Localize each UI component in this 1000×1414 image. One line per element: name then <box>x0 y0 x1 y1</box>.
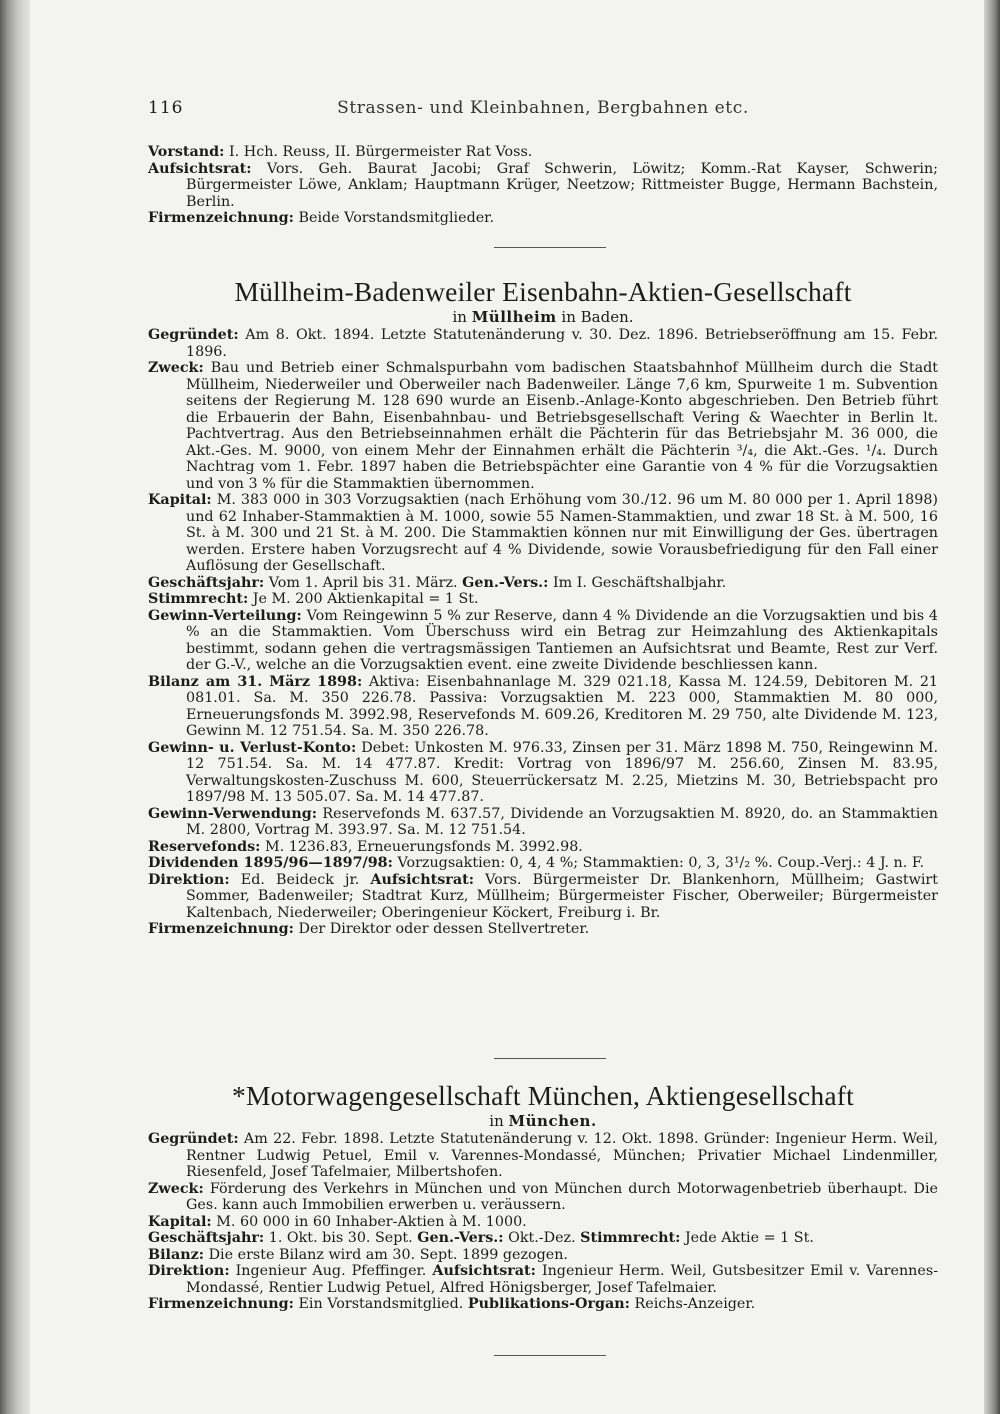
entry-dividenden: Dividenden 1895/96—1897/98: Vorzugsaktien: 0, 4, 4 %; Stammaktien: 0, 3, 3¹/₂ %. Coup.-Verj.: 4 J. n. F. <box>148 855 925 871</box>
entry-direktion: Direktion: Ed. Beideck jr. Aufsichtsrat: Vors. Bürgermeister Dr. Blankenhorn, Müllheim; Gastwirt Sommer, Badenweiler; Stadtrat Kurz, Müllheim; Bürgermeister Fischer, Oberweiler; Bürgermeister Kaltenbach, Niederweiler; Oberingenieur Köckert, Freiburg i. Br. <box>148 871 939 921</box>
divider <box>494 1058 606 1059</box>
scan-edge-left <box>0 0 30 1414</box>
company-location: in München. <box>489 1112 597 1130</box>
page-number: 116 <box>148 98 184 118</box>
prev-entry-block <box>148 144 938 227</box>
entry-gewinn-verteilung: Gewinn-Verteilung: Vom Reingewinn 5 % zur Reserve, dann 4 % Dividende an die Vorzugsaktien und bis 4 % an die Stammaktien. Vom Überschuss wird ein Betrag zur Heimzahlung des Aktienkapitals bestimmt, sodann gehen die vertragsmässigen Tantiemen an Aufsichtsrat und Beamte, Rest zur Verf. der G.-V., welche an die Vorzugsaktien event. eine zweite Dividende beschliessen kann. <box>148 607 938 673</box>
entry-zweck: Zweck: Bau und Betrieb einer Schmalspurbahn vom badischen Staatsbahnhof Müllheim durch die Stadt Müllheim, Niederweiler und Oberweiler nach Badenweiler. Länge 7,6 km, Spurweite 1 m. Subvention seitens der Regierung M. 128 690 wurde an Eisenb.-Anlage-Konto abgeschrieben. Den Betrieb führt die Erbauerin der Bahn, Eisenbahnbau- und Betriebsgesellschaft Vering & Waechter in Berlin lt. Pachtvertrag. Aus den Betriebseinnahmen erhält die Pächterin für das Betriebsjahr M. 36 000, die Akt.-Ges. M. 9000, von einem Mehr der Einnahmen erhält die Pächterin ³/₄, die Akt.-Ges. ¹/₄. Durch Nachtrag vom 1. Febr. 1897 haben die Betriebspächter eine Garantie von 4 % für die Vorzugsaktien und von 3 % für die Stammaktien übernommen. <box>148 360 939 492</box>
entry-vorstand: Vorstand: I. Hch. Reuss, II. Bürgermeister Rat Voss. <box>148 144 533 160</box>
entry-bilanz: Bilanz am 31. März 1898: Aktiva: Eisenbahnanlage M. 329 021.18, Kassa M. 124.59, Debitoren M. 21 081.01. Sa. M. 350 226.78. Passiva: Vorzugsaktien M. 223 000, Stammaktien M. 80 000, Erneuerungsfonds M. 3992.98, Reservefonds M. 609.26, Kreditoren M. 29 750, alte Dividende M. 123, Gewinn M. 12 751.54. Sa. M. 350 226.78. <box>148 673 939 739</box>
entry-bilanz: Bilanz: Die erste Bilanz wird am 30. Sept. 1899 gezogen. <box>148 1246 568 1263</box>
running-title: Strassen- und Kleinbahnen, Bergbahnen etc. <box>337 98 749 118</box>
entry-kapital: Kapital: M. 383 000 in 303 Vorzugsaktien (nach Erhöhung vom 30./12. 96 um M. 80 000 per 1. April 1898) und 62 Inhaber-Stammaktien à M. 1000, sowie 55 Namen-Stammaktien, und zwar 18 St. à M. 500, 16 St. à M. 300 und 21 St. à M. 200. Die Stammaktien können nur mit Einwilligung der Ges. übertragen werden. Erstere haben Vorzugsrecht auf 4 % Dividende, sowie Vorausbefriedigung für den Fall einer Auflösung der Gesellschaft. <box>148 492 938 574</box>
entry-gewinn-verwendung: Gewinn-Verwendung: Reservefonds M. 637.57, Dividende an Vorzugsaktien M. 8920, do. an Stammaktien M. 2800, Vortrag M. 393.97. Sa. M. 12 751.54. <box>148 805 938 838</box>
entry-firmenzeichnung: Firmenzeichnung: Beide Vorstandsmitglieder. <box>148 210 494 226</box>
company-muellheim <box>148 276 938 938</box>
company-location: in Müllheim in Baden. <box>452 308 634 326</box>
entry-gegruendet: Gegründet: Am 22. Febr. 1898. Letzte Statutenänderung v. 12. Okt. 1898. Gründer: Ingenieur Herm. Weil, Rentner Ludwig Petuel, Emil v. Varennes-Mondassé, München; Privatier Michael Lindenmiller, Riesenfeld, Josef Tafelmaier, Milbertshofen. <box>148 1131 939 1180</box>
entry-stimmrecht: Stimmrecht: Je M. 200 Aktienkapital = 1 St. <box>148 591 479 607</box>
entry-kapital: Kapital: M. 60 000 in 60 Inhaber-Aktien à M. 1000. <box>148 1213 527 1230</box>
entry-geschaeftsjahr: Geschäftsjahr: Vom 1. April bis 31. März. Gen.-Vers.: Im I. Geschäftshalbjahr. <box>148 574 727 591</box>
company-motorwagen <box>148 1080 938 1313</box>
scan-edge-right <box>984 0 1000 1414</box>
divider <box>494 1355 606 1356</box>
entry-reservefonds: Reservefonds: M. 1236.83, Erneuerungsfonds M. 3992.98. <box>148 838 583 855</box>
entry-gewinn-verlust: Gewinn- u. Verlust-Konto: Debet: Unkosten M. 976.33, Zinsen per 31. März 1898 M. 750, Reingewinn M. 12 751.54. Sa. M. 14 477.87. Kredit: Vortrag von 1896/97 M. 256.60, Zinsen M. 83.95, Verwaltungskosten-Zuschuss M. 600, Steuerrückersatz M. 2.25, Mietzins M. 30, Betriebspacht pro 1897/98 M. 13 505.07. Sa. M. 14 477.87. <box>148 739 938 805</box>
entry-aufsichtsrat: Aufsichtsrat: Vors. Geh. Baurat Jacobi; Graf Schwerin, Löwitz; Komm.-Rat Kayser, Schwerin; Bürgermeister Löwe, Anklam; Hauptmann Krüger, Neetzow; Rittmeister Bugge, Hermann Bachstein, Berlin. <box>148 160 938 210</box>
divider <box>494 247 606 248</box>
entry-firmenzeichnung: Firmenzeichnung: Ein Vorstandsmitglied. Publikations-Organ: Reichs-Anzeiger. <box>148 1296 756 1312</box>
company-title: *Motorwagengesellschaft München, Aktiengesellschaft <box>232 1080 854 1111</box>
company-title: Müllheim-Badenweiler Eisenbahn-Aktien-Gesellschaft <box>234 276 852 307</box>
entry-geschaeftsjahr: Geschäftsjahr: 1. Okt. bis 30. Sept. Gen.-Vers.: Okt.-Dez. Stimmrecht: Jede Aktie = 1 St. <box>148 1230 814 1246</box>
entry-direktion: Direktion: Ingenieur Aug. Pfeffinger. Aufsichtsrat: Ingenieur Herm. Weil, Gutsbesitzer Emil v. Varennes-Mondassé, Rentier Ludwig Petuel, Alfred Hönigsberger, Josef Tafelmaier. <box>148 1263 939 1296</box>
page-header <box>148 98 938 126</box>
entry-zweck: Zweck: Förderung des Verkehrs in München und von München durch Motorwagenbetrieb überhaupt. Die Ges. kann auch Immobilien erwerben u. veräussern. <box>148 1180 938 1213</box>
entry-gegruendet: Gegründet: Am 8. Okt. 1894. Letzte Statutenänderung v. 30. Dez. 1896. Betriebseröffnung am 15. Febr. 1896. <box>148 327 939 360</box>
entry-firmenzeichnung: Firmenzeichnung: Der Direktor oder dessen Stellvertreter. <box>148 921 590 937</box>
